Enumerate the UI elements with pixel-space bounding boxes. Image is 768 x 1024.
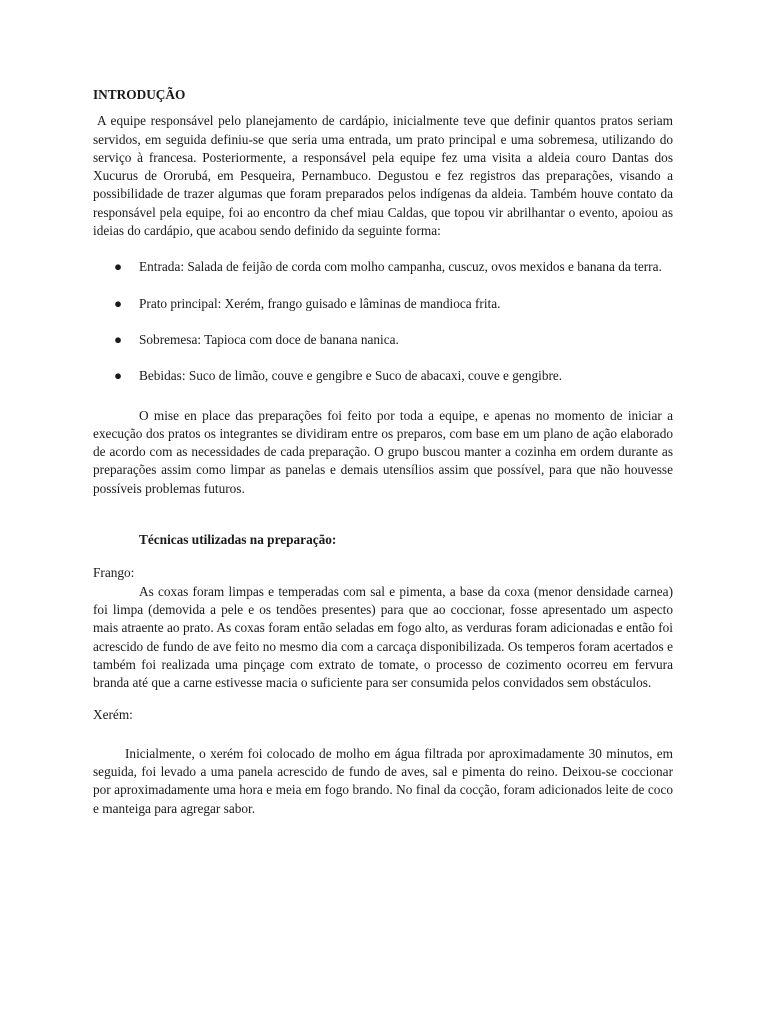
list-item xyxy=(93,258,673,276)
list-item xyxy=(93,331,673,349)
menu-list xyxy=(93,258,673,385)
section-heading: INTRODUÇÃO xyxy=(93,87,186,102)
intro-paragraph: A equipe responsável pelo planejamento de cardápio, inicialmente teve que definir quantos pratos seriam servidos, em seguida definiu-se que seria uma entrada, um prato principal e uma sobremesa, utilizando do serviço à francesa. Posteriormente, a responsável pela equipe fez uma visita a aldeia couro Dantas dos Xucurus de Ororubá, em Pesqueira, Pernambuco. Degustou e fez registros das preparações, visando a possibilidade de trazer algumas que foram preparados pelos indígenas da aldeia. Também houve contato da responsável pela equipe, foi ao encontro da chef miau Caldas, que topou vir abrilhantar o evento, apoiou as ideias do cardápio, que acabou sendo definido da seguinte forma: xyxy=(93,113,673,239)
document-page xyxy=(93,86,673,818)
frango-label: Frango: xyxy=(93,565,135,581)
bullet-icon: ● xyxy=(114,295,123,311)
menu-item-sobremesa: Sobremesa: Tapioca com doce de banana nanica. xyxy=(139,331,399,347)
techniques-heading: Técnicas utilizadas na preparação: xyxy=(139,532,337,548)
bullet-icon: ● xyxy=(114,368,123,384)
xerem-paragraph: Inicialmente, o xerém foi colocado de molho em água filtrada por aproximadamente 30 minutos, em seguida, foi levado a uma panela acrescido de fundo de aves, sal e pimenta do reino. Deixou-se coccionar por aproximadamente uma hora e meia em fogo brando. No final da cocção, foram adicionados leite de coco e manteiga para agregar sabor. xyxy=(93,745,673,816)
list-item xyxy=(93,367,673,385)
menu-item-bebidas: Bebidas: Suco de limão, couve e gengibre e Suco de abacaxi, couve e gengibre. xyxy=(139,368,563,384)
bullet-icon: ● xyxy=(114,259,123,275)
bullet-icon: ● xyxy=(114,331,123,347)
menu-item-entrada: Entrada: Salada de feijão de corda com molho campanha, cuscuz, ovos mexidos e banana da terra. xyxy=(139,259,662,275)
mise-en-place-paragraph: O mise en place das preparações foi feito por toda a equipe, e apenas no momento de iniciar a execução dos pratos os integrantes se dividiram entre os preparos, com base em um plano de ação elaborado de acordo com as necessidades de cada preparação. O grupo buscou manter a cozinha em ordem durante as preparações assim como limpar as panelas e demais utensílios assim que possível, para que não houvesse possíveis problemas futuros. xyxy=(93,407,673,496)
list-item xyxy=(93,295,673,313)
frango-paragraph: As coxas foram limpas e temperadas com sal e pimenta, a base da coxa (menor densidade carnea) foi limpa (demovida a pele e os tendões presentes) para que ao coccionar, fosse apresentado um aspecto mais atraente ao prato. As coxas foram então seladas em fogo alto, as verduras foram adicionadas e então foi acrescido de fundo de ave feito no mesmo dia com a carcaça disponibilizada. Os temperos foram acertados e também foi realizada uma pinçage com extrato de tomate, o processo de cozimento ocorreu em fervura branda até que a carne estivesse macia o suficiente para ser consumida pelos convidados sem obstáculos. xyxy=(93,583,673,691)
menu-item-prato-principal: Prato principal: Xerém, frango guisado e lâminas de mandioca frita. xyxy=(139,295,501,311)
xerem-label: Xerém: xyxy=(93,707,133,723)
